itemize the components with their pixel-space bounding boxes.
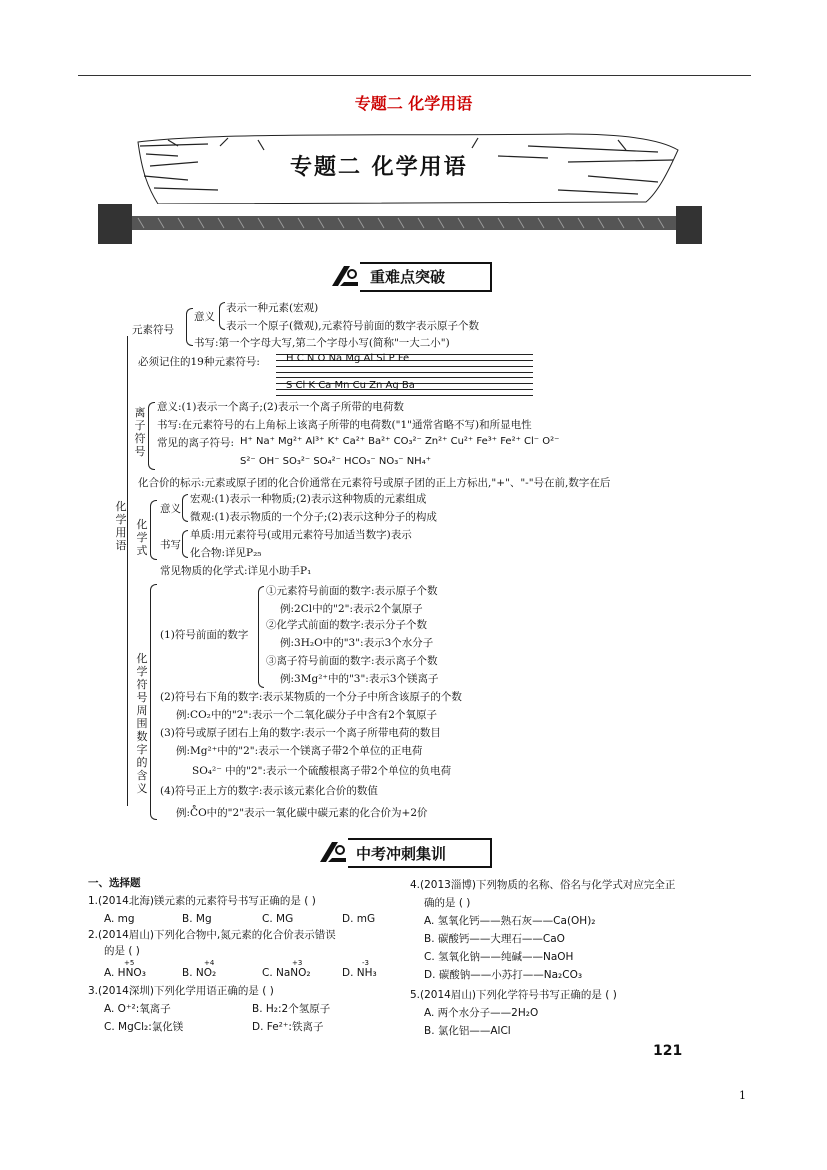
question-3: 3.(2014深圳)下列化学用语正确的是 ( ) xyxy=(88,985,274,997)
q4-option-a: A. 氢氧化钙——熟石灰——Ca(OH)₂ xyxy=(424,915,596,927)
question-4: 4.(2013淄博)下列物质的名称、俗名与化学式对应完全正 xyxy=(410,879,676,891)
banner-graphic xyxy=(98,132,702,244)
staff-line xyxy=(276,395,533,396)
common-ion-label: 常见的离子符号: xyxy=(157,437,235,449)
numbers-label: 化学符号周围数字的含义 xyxy=(136,652,148,795)
staff-line xyxy=(276,377,533,378)
front-number-1: ①元素符号前面的数字:表示原子个数 xyxy=(266,585,438,597)
subscript-number: (2)符号右下角的数字:表示某物质的一个分子中所含该原子的个数 xyxy=(160,691,462,703)
front-number-2-example: 例:3H₂O中的"3":表示3个水分子 xyxy=(280,637,434,649)
element-symbol-label: 元素符号 xyxy=(132,324,174,336)
banner-title: 专题二 化学用语 xyxy=(290,155,468,180)
q2-valence-d: -3 xyxy=(362,959,369,967)
staff-line xyxy=(276,372,533,373)
q2-option-b: B. NO₂ xyxy=(182,967,217,979)
q3-option-c: C. MgCl₂:氯化镁 xyxy=(104,1021,184,1033)
q4-option-b: B. 碳酸钙——大理石——CaO xyxy=(424,933,565,945)
question-2: 2.(2014眉山)下列化合物中,氮元素的化合价表示错误 xyxy=(88,929,336,941)
above-number-example: 例:C̊O中的"2"表示一氧化碳中碳元素的化合价为+2价 xyxy=(176,807,428,819)
question-1: 1.(2014北海)镁元素的元素符号书写正确的是 ( ) xyxy=(88,895,316,907)
q2-option-c: C. NaNO₂ xyxy=(262,967,311,979)
element-writing: 书写:第一个字母大写,第二个字母小写(简称"一大二小") xyxy=(194,337,450,349)
q1-option-a: A. mg xyxy=(104,913,135,925)
ion-writing: 书写:在元素符号的右上角标上该离子所带的电荷数("1"通常省略不写)和所显电性 xyxy=(157,419,532,431)
q5-option-b: B. 氯化铝——AlCl xyxy=(424,1025,511,1037)
exercise-heading: 一、选择题 xyxy=(88,877,141,889)
formula-simple: 单质:用元素符号(或用元素符号加适当数字)表示 xyxy=(190,529,412,541)
common-ions-2: S²⁻ OH⁻ SO₃²⁻ SO₄²⁻ HCO₃⁻ NO₃⁻ NH₄⁺ xyxy=(240,456,431,467)
brace xyxy=(186,308,193,346)
pen-ruler-icon xyxy=(316,838,350,866)
document-title: 专题二 化学用语 xyxy=(354,94,473,113)
footer-page-number: 1 xyxy=(739,1089,746,1102)
element-meaning-2: 表示一个原子(微观),元素符号前面的数字表示原子个数 xyxy=(226,320,480,332)
common-ions-1: H⁺ Na⁺ Mg²⁺ Al³⁺ K⁺ Ca²⁺ Ba²⁺ CO₃²⁻ Zn²⁺ Cu²⁺ Fe³⁺ Fe²⁺ Cl⁻ O²⁻ xyxy=(240,436,560,447)
q2-valence-c: +3 xyxy=(292,959,303,967)
brace xyxy=(150,500,157,560)
tree-trunk xyxy=(127,336,128,806)
element-meaning-1: 表示一种元素(宏观) xyxy=(226,302,319,314)
q1-option-c: C. MG xyxy=(262,913,294,925)
section-title-exam-practice: 中考冲刺集训 xyxy=(356,845,447,863)
pen-ruler-icon xyxy=(328,262,362,290)
elements-row-2: S Cl K Ca Mn Cu Zn Ag Ba xyxy=(286,380,415,391)
brace xyxy=(258,586,264,688)
front-number-3-example: 例:3Mg²⁺中的"3":表示3个镁离子 xyxy=(280,673,439,685)
page-number: 121 xyxy=(653,1043,683,1059)
formula-macro: 宏观:(1)表示一种物质;(2)表示这种物质的元素组成 xyxy=(190,493,427,505)
superscript-number-example-1: 例:Mg²⁺中的"2":表示一个镁离子带2个单位的正电荷 xyxy=(176,745,423,757)
question-5: 5.(2014眉山)下列化学符号书写正确的是 ( ) xyxy=(410,989,617,1001)
q2-option-d: D. NH₃ xyxy=(342,967,377,979)
header-rule xyxy=(78,75,751,76)
q3-option-a: A. O⁺²:氧离子 xyxy=(104,1003,171,1015)
q2-valence-b: +4 xyxy=(204,959,215,967)
staff-line xyxy=(276,366,533,367)
question-2-cont: 的是 ( ) xyxy=(104,945,140,957)
formula-meaning-label: 意义 xyxy=(160,503,181,515)
superscript-number-example-2: SO₄²⁻ 中的"2":表示一个硫酸根离子带2个单位的负电荷 xyxy=(192,765,452,777)
must-remember-label: 必须记住的19种元素符号: xyxy=(138,356,260,368)
q2-valence-a: +5 xyxy=(124,959,135,967)
brace xyxy=(182,494,188,522)
ion-meaning: 意义:(1)表示一个离子;(2)表示一个离子所带的电荷数 xyxy=(157,401,404,413)
question-4-cont: 确的是 ( ) xyxy=(424,897,471,909)
q3-option-d: D. Fe²⁺:铁离子 xyxy=(252,1021,324,1033)
formula-writing-label: 书写 xyxy=(160,539,181,551)
brace xyxy=(150,584,157,820)
brace xyxy=(182,530,188,558)
q4-option-d: D. 碳酸钠——小苏打——Na₂CO₃ xyxy=(424,969,583,981)
above-number: (4)符号正上方的数字:表示该元素化合价的数值 xyxy=(160,785,378,797)
subscript-number-example: 例:CO₂中的"2":表示一个二氧化碳分子中含有2个氧原子 xyxy=(176,709,437,721)
formula-common: 常见物质的化学式:详见小助手P₁ xyxy=(160,565,312,577)
brace xyxy=(148,402,155,470)
section-title-key-points: 重难点突破 xyxy=(370,268,446,286)
tree-root-label: 化学用语 xyxy=(115,500,127,552)
ion-symbol-label: 离子符号 xyxy=(134,406,146,458)
front-number-1-example: 例:2Cl中的"2":表示2个氯原子 xyxy=(280,603,423,615)
q1-option-b: B. Mg xyxy=(182,913,212,925)
brace xyxy=(219,302,225,330)
front-number-3: ③离子符号前面的数字:表示离子个数 xyxy=(266,655,438,667)
front-number-2: ②化学式前面的数字:表示分子个数 xyxy=(266,619,428,631)
q4-option-c: C. 氢氧化钠——纯碱——NaOH xyxy=(424,951,574,963)
formula-label: 化学式 xyxy=(136,518,148,557)
meaning-label: 意义 xyxy=(194,311,215,323)
q3-option-b: B. H₂:2个氢原子 xyxy=(252,1003,331,1015)
formula-micro: 微观:(1)表示物质的一个分子;(2)表示这种分子的构成 xyxy=(190,511,437,523)
front-number-label: (1)符号前面的数字 xyxy=(160,629,249,641)
formula-compound: 化合物:详见P₂₅ xyxy=(190,547,262,559)
q2-option-a: A. HNO₃ xyxy=(104,967,146,979)
elements-row-1: H C N O Na Mg Al Si P Fe xyxy=(286,353,410,364)
valence-note: 化合价的标示:元素或原子团的化合价通常在元素符号或原子团的正上方标出,"+"、"-"号在前,数字在后 xyxy=(138,477,611,489)
q5-option-a: A. 两个水分子——2H₂O xyxy=(424,1007,539,1019)
superscript-number: (3)符号或原子团右上角的数字:表示一个离子所带电荷的数目 xyxy=(160,727,441,739)
q1-option-d: D. mG xyxy=(342,913,376,925)
